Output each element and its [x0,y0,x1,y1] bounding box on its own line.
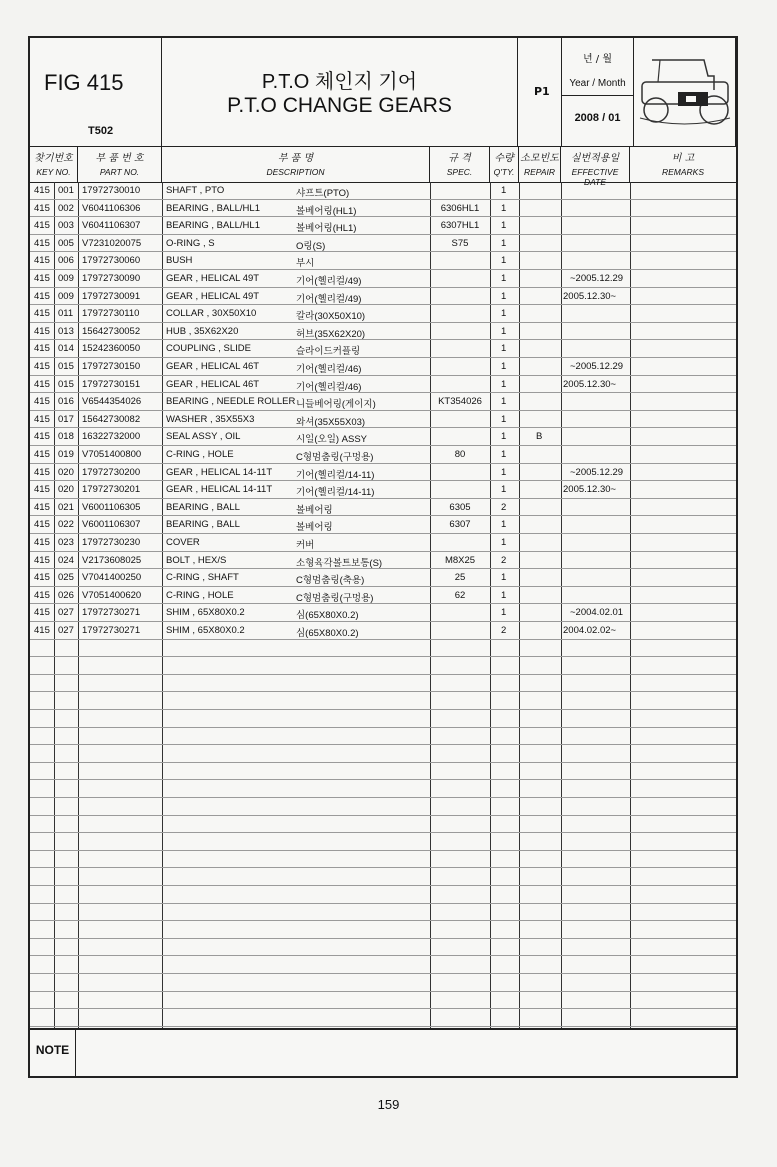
page-cell [518,38,562,146]
cell-desc-kr: C형멈춤링(축용) [296,575,365,587]
cell-k2: 024 [58,554,74,566]
cell-k2: 026 [58,589,74,601]
cell-qty: 1 [501,396,507,408]
table-row [30,270,736,288]
table-row [30,904,736,922]
cell-qty: 1 [501,220,507,232]
cell-spec: 80 [454,449,466,460]
cell-desc-kr: 기어(헬리컬/49) [296,293,362,305]
table-row [30,692,736,710]
cell-desc-en: BEARING , BALL/HL1 [166,202,260,214]
cell-k1: 415 [34,572,50,584]
cell-part: V6041106306 [82,202,141,214]
cell-part: 15642730082 [82,413,141,425]
cell-date: ~2005.12.29 [570,466,624,478]
cell-desc-kr: 시일(오일) ASSY [296,434,368,446]
cell-qty: 1 [501,361,507,372]
cell-desc-en: GEAR , HELICAL 49T [166,273,260,284]
table-row [30,992,736,1010]
cell-qty: 1 [501,484,507,496]
cell-k1: 415 [34,308,50,320]
cell-k2: 009 [58,273,74,284]
table-row [30,886,736,904]
cell-k1: 415 [34,185,50,196]
cell-k2: 027 [58,607,74,619]
cell-k1: 415 [34,413,50,425]
table-row [30,235,736,253]
table-row [30,622,736,640]
cell-part: V2173608025 [82,554,142,566]
col-spec: 규 격 SPEC. [430,146,490,182]
cell-spec: 62 [454,589,466,601]
cell-qty: 1 [501,537,507,548]
cell-spec: 6305 [449,501,471,513]
cell-qty: 1 [501,519,507,531]
table-row [30,745,736,763]
cell-k2: 020 [58,466,74,478]
cell-desc-kr: C형멈춤링(구멍용) [296,452,374,463]
cell-desc-kr: 볼베어링 [296,504,333,516]
table-row [30,657,736,675]
cell-k1: 415 [34,202,50,214]
cell-k1: 415 [34,589,50,601]
col-repair: 소모빈도 REPAIR [519,146,561,182]
cell-part: V6544354026 [82,396,142,408]
cell-k1: 415 [34,501,50,513]
cell-qty: 1 [501,308,507,320]
cell-k2: 006 [58,255,74,267]
cell-k2: 005 [58,237,74,249]
table-row [30,217,736,235]
cell-desc-kr: 슬라이드커플링 [296,346,361,358]
cell-k1: 415 [34,378,50,390]
cell-part: 17972730271 [82,607,141,619]
cell-k1: 415 [34,343,50,355]
cell-desc-en: GEAR , HELICAL 14-11T [166,484,273,496]
cell-k2: 025 [58,572,74,584]
cell-date: ~2004.02.01 [570,607,624,619]
table-row [30,780,736,798]
cell-spec: 6307HL1 [440,220,480,232]
cell-qty: 1 [501,607,507,619]
cell-desc-kr: 칼라(30X50X10) [296,311,366,323]
cell-desc-en: WASHER , 35X55X3 [166,413,255,425]
tractor-icon [634,38,736,146]
table-row [30,376,736,394]
cell-k1: 415 [34,466,50,478]
cell-qty: 1 [501,572,507,584]
cell-desc-kr: 기어(헬리컬/14-11) [296,469,375,481]
cell-k1: 415 [34,361,50,372]
col-key: 찾기번호 KEY NO. [30,146,78,182]
col-description: 부 품 명 DESCRIPTION [162,146,430,182]
table-row [30,851,736,869]
cell-part: 17972730090 [82,273,141,284]
cell-desc-en: BEARING , NEEDLE ROLLER [166,396,296,408]
cell-repair: B [536,431,543,443]
cell-k2: 019 [58,449,74,460]
cell-desc-en: BEARING , BALL/HL1 [166,220,260,232]
table-row [30,1009,736,1027]
table-row [30,411,736,429]
cell-part: 17972730110 [82,308,140,320]
cell-desc-kr: 기어(헬리컬/49) [296,276,362,287]
cell-desc-en: SHIM , 65X80X0.2 [166,607,245,619]
table-row [30,974,736,992]
cell-date: 2004.02.02~ [563,625,617,636]
cell-k2: 002 [58,202,74,214]
table-row [30,675,736,693]
cell-part: V6041106307 [82,220,141,232]
cell-desc-en: GEAR , HELICAL 49T [166,290,260,302]
table-row [30,464,736,482]
cell-desc-en: C-RING , HOLE [166,589,234,601]
cell-qty: 1 [501,325,507,337]
cell-desc-kr: O링(S) [296,240,326,252]
cell-k1: 415 [34,237,50,249]
cell-qty: 1 [501,237,507,249]
table-row [30,640,736,658]
cell-part: 17972730230 [82,537,141,548]
col-remarks: 비 고 REMARKS [661,153,705,177]
page-label: P1 [534,85,550,98]
cell-desc-en: GEAR , HELICAL 46T [166,378,260,390]
table-row [30,552,736,570]
parts-sheet [28,36,738,1078]
cell-k2: 003 [58,220,74,232]
cell-qty: 2 [501,554,507,566]
cell-desc-en: COUPLING , SLIDE [166,343,251,355]
page-number: 159 [377,1097,400,1112]
cell-qty: 1 [501,449,507,460]
cell-k1: 415 [34,519,50,531]
cell-k1: 415 [34,625,50,636]
cell-part: V7041400250 [82,572,142,584]
year-month-value: 2008 / 01 [574,112,621,124]
cell-k1: 415 [34,484,50,496]
column-header-row [30,146,736,187]
cell-part: 17972730151 [82,378,141,390]
cell-qty: 1 [501,589,507,601]
table-row [30,516,736,534]
cell-desc-kr: 볼베어링(HL1) [296,223,357,235]
cell-qty: 1 [501,202,507,214]
table-row [30,921,736,939]
note-section [30,1028,736,1078]
col-qty: 수량 Q'TY. [490,146,519,182]
table-row [30,358,736,376]
cell-k2: 015 [58,378,74,390]
cell-k1: 415 [34,449,50,460]
cell-part: 15242360050 [82,343,141,355]
table-row [30,534,736,552]
cell-desc-en: SHIM , 65X80X0.2 [166,625,245,636]
table-row [30,499,736,517]
cell-k2: 023 [58,537,74,548]
cell-spec: 25 [454,572,466,584]
cell-desc-en: COVER [166,537,200,548]
year-month-cell [562,38,634,146]
cell-desc-kr: 샤프트(PTO) [296,188,350,199]
cell-k1: 415 [34,325,50,337]
cell-desc-en: COLLAR , 30X50X10 [166,308,257,320]
cell-desc-kr: 커버 [296,540,315,551]
table-row [30,182,736,200]
cell-k2: 015 [58,361,74,372]
cell-part: 17972730271 [82,625,141,636]
cell-k2: 027 [58,625,74,636]
cell-part: 17972730201 [82,484,141,496]
year-month-english: Year / Month [569,78,626,89]
title-english: P.T.O CHANGE GEARS [227,94,452,117]
cell-qty: 1 [501,185,507,196]
cell-desc-kr: 니들베어링(게이지) [296,399,376,411]
cell-desc-en: SHAFT , PTO [166,185,225,196]
table-row [30,868,736,886]
cell-part: V6001106307 [82,519,141,531]
cell-part: 15642730052 [82,325,141,337]
cell-qty: 1 [501,431,507,443]
table-row [30,340,736,358]
cell-k2: 016 [58,396,74,408]
table-row [30,710,736,728]
col-effective-date: 실번적용일 EFFECTIVE DATE [561,146,630,182]
table-row [30,428,736,446]
table-row [30,939,736,957]
table-row [30,305,736,323]
cell-desc-en: SEAL ASSY , OIL [166,431,241,443]
cell-desc-en: BEARING , BALL [166,519,240,531]
cell-spec: KT354026 [438,396,482,408]
cell-part: V7231020075 [82,237,142,249]
cell-k1: 415 [34,607,50,619]
year-month-korean: 년 / 월 [582,54,613,65]
note-label: NOTE [30,1030,76,1078]
cell-k2: 011 [58,308,74,320]
col-part: 부 품 번 호 PART NO. [78,146,162,182]
cell-desc-en: HUB , 35X62X20 [166,325,239,337]
cell-desc-kr: 볼베어링(HL1) [296,205,357,217]
cell-spec: 6306HL1 [440,202,480,214]
cell-desc-en: BOLT , HEX/S [166,554,227,566]
cell-desc-kr: 소형육각볼트보통(S) [296,557,383,569]
cell-desc-kr: 와셔(35X55X03) [296,416,366,428]
cell-desc-en: C-RING , HOLE [166,449,234,460]
cell-k2: 022 [58,519,74,531]
table-row [30,956,736,974]
table-row [30,833,736,851]
cell-desc-kr: C형멈춤링(구멍용) [296,592,374,604]
cell-spec: 6307 [449,519,471,531]
cell-k1: 415 [34,220,50,232]
cell-part: V7051400800 [82,449,142,460]
cell-k2: 001 [58,185,74,196]
header [30,38,736,147]
cell-part: 16322732000 [82,431,141,443]
cell-part: 17972730200 [82,466,141,478]
cell-spec: M8X25 [444,554,476,566]
cell-k2: 018 [58,431,74,443]
cell-part: 17972730060 [82,255,141,267]
table-row [30,587,736,605]
table-row [30,569,736,587]
table-row [30,393,736,411]
cell-desc-kr: 기어(헬리컬/14-11) [296,487,375,499]
table-row [30,252,736,270]
cell-part: 17972730150 [82,361,141,372]
table-row [30,604,736,622]
table-row [30,763,736,781]
cell-qty: 1 [501,378,507,390]
cell-spec: S75 [451,237,469,249]
title-cell [162,38,518,146]
cell-qty: 2 [501,625,507,636]
cell-part: V7051400620 [82,589,142,601]
cell-qty: 1 [501,343,507,355]
cell-desc-kr: 허브(35X62X20) [296,328,366,340]
cell-desc-kr: 기어(헬리컬/46) [296,364,362,375]
cell-qty: 1 [501,273,507,284]
cell-k1: 415 [34,431,50,443]
cell-k1: 415 [34,554,50,566]
cell-k2: 013 [58,325,74,337]
cell-date: 2005.12.30~ [563,290,617,302]
table-row [30,798,736,816]
table-row [30,323,736,341]
cell-k1: 415 [34,290,50,302]
cell-k1: 415 [34,255,50,267]
cell-qty: 1 [501,255,507,267]
table-row [30,728,736,746]
cell-part: V6001106305 [82,501,141,513]
cell-k1: 415 [34,273,50,284]
cell-k1: 415 [34,537,50,548]
table-row [30,816,736,834]
cell-desc-en: BEARING , BALL [166,501,240,513]
table-row [30,481,736,499]
table-row [30,288,736,306]
cell-qty: 1 [501,413,507,425]
cell-part: 17972730091 [82,290,141,302]
cell-k2: 009 [58,290,74,302]
cell-desc-kr: 기어(헬리컬/46) [296,381,362,393]
cell-date: ~2005.12.29 [570,361,624,372]
cell-desc-en: C-RING , SHAFT [166,572,239,584]
cell-date: 2005.12.30~ [563,484,617,496]
cell-qty: 2 [501,501,507,513]
cell-desc-kr: 심(65X80X0.2) [296,628,359,639]
cell-desc-en: O-RING , S [166,237,215,249]
model-code: T502 [88,125,114,137]
cell-desc-en: GEAR , HELICAL 46T [166,361,260,372]
cell-k2: 017 [58,413,74,425]
cell-k2: 020 [58,484,74,496]
cell-desc-kr: 심(65X80X0.2) [296,610,359,622]
parts-table [30,182,736,1028]
cell-desc-kr: 볼베어링 [296,522,333,534]
cell-date: ~2005.12.29 [570,273,624,284]
fig-number: FIG 415 [44,70,124,95]
cell-k2: 014 [58,343,74,355]
title-korean: P.T.O 체인지 기어 [261,71,418,93]
cell-part: 17972730010 [82,185,141,196]
cell-qty: 1 [501,290,507,302]
cell-desc-en: BUSH [166,255,193,267]
table-row [30,200,736,218]
table-row [30,446,736,464]
cell-k2: 021 [58,501,74,513]
fig-cell [30,38,162,146]
cell-desc-kr: 부시 [296,258,315,270]
cell-qty: 1 [501,466,507,478]
cell-desc-en: GEAR , HELICAL 14-11T [166,466,273,478]
cell-date: 2005.12.30~ [563,378,617,390]
cell-k1: 415 [34,396,50,408]
